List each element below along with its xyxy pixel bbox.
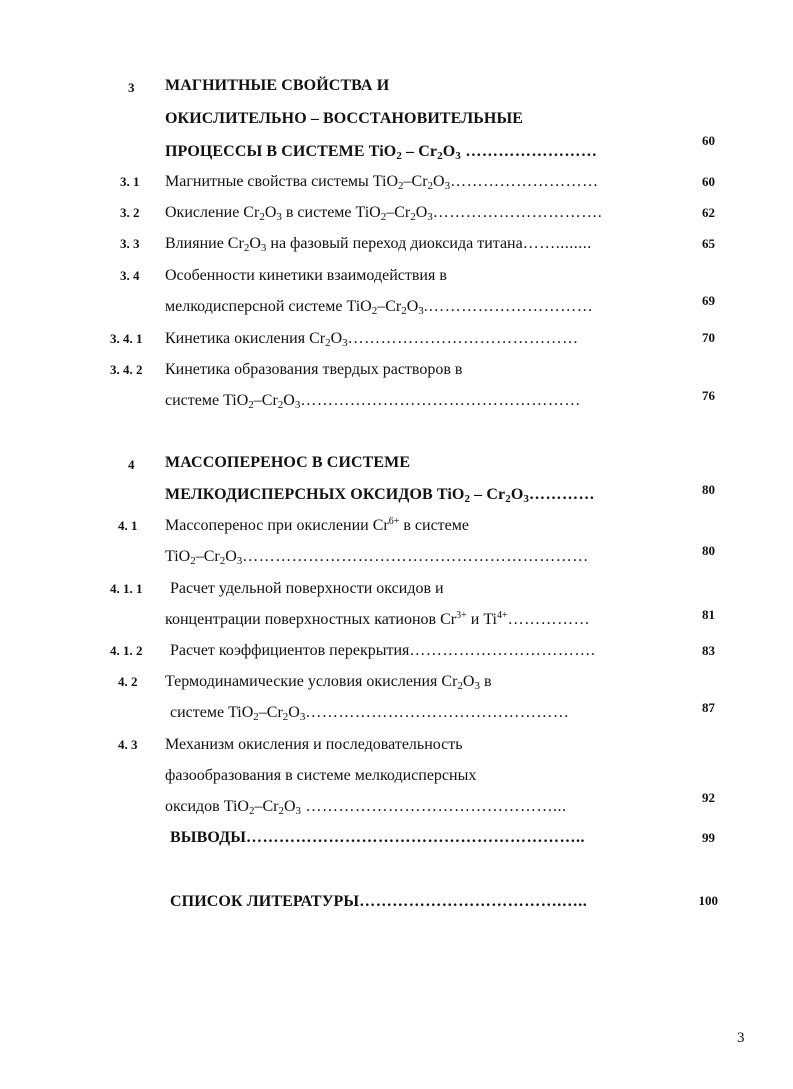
toc-page-3-3: 65: [702, 236, 715, 251]
toc-number-3-4-1: 3. 4. 1: [110, 331, 143, 346]
toc-page-4-3: 92: [702, 790, 715, 805]
toc-conclusions: ВЫВОДЫ……………………………………………………..: [170, 829, 586, 846]
toc-page-3-4-2: 76: [702, 388, 715, 403]
toc-number-4-1-1: 4. 1. 1: [110, 581, 143, 596]
toc-entry-4-2-line1: Термодинамические условия окисления $Cr_2O_3$ в: [165, 673, 492, 692]
toc-page-4-1-2: 83: [702, 643, 715, 658]
toc-page-4-1-1: 81: [702, 607, 715, 622]
page-number: 3: [737, 1030, 745, 1046]
toc-number-3-4-2: 3. 4. 2: [110, 362, 143, 377]
toc-heading-4-line1: МАССОПЕРЕНОС В СИСТЕМЕ: [165, 454, 411, 471]
toc-number-4-1: 4. 1: [118, 518, 138, 533]
toc-page-3-4: 69: [702, 293, 715, 308]
toc-entry-3-4-line1: Особенности кинетики взаимодействия в: [165, 267, 447, 284]
toc-entry-4-1-1-line1: Расчет удельной поверхности оксидов и: [170, 580, 444, 597]
toc-entry-3-1: Магнитные свойства системы $TiO_2-Cr_2O_3\dots\dots\dots\dots\dots\dots\dots\dots\dots$: [165, 173, 599, 192]
toc-heading-3-line1: МАГНИТНЫЕ СВОЙСТВА И: [165, 77, 390, 94]
toc-page-3-2: 62: [702, 205, 715, 220]
toc-entry-3-3: Влияние $Cr_2O_3$ на фазовый переход диоксида титана……........: [165, 235, 592, 254]
toc-page-3-4-1: 70: [702, 330, 715, 345]
toc-number-3-4: 3. 4: [120, 268, 140, 283]
toc-number-4-2: 4. 2: [118, 674, 138, 689]
toc-entry-3-4-2-line1: Кинетика образования твердых растворов в: [165, 361, 463, 378]
toc-page-3: 60: [702, 133, 715, 148]
toc-entry-4-1-1-line2: концентрации поверхностных катионов $Cr^{3+}$ и $Ti^{4+}\dots\dots\dots\dots\dots$: [165, 610, 591, 628]
toc-entry-4-3-line1: Механизм окисления и последовательность: [165, 736, 463, 753]
toc-entry-3-4-1: Кинетика окисления $Cr_2O_3\dots\dots\dots\dots\dots\dots\dots\dots\dots\dots\dots\dots\dots\dots$: [165, 330, 579, 349]
toc-number-4-1-2: 4. 1. 2: [110, 643, 143, 658]
toc-number-3: 3: [128, 80, 135, 95]
toc-page-4-2: 87: [702, 700, 715, 715]
toc-heading-3-line3: ПРОЦЕССЫ В СИСТЕМЕ $TiO_2 - Cr_2O_3$ ……………………: [165, 143, 598, 162]
toc-entry-4-1-2: Расчет коэффициентов перекрытия…………………………….: [170, 642, 596, 659]
toc-entry-3-4-2-line2: системе $TiO_2-Cr_2O_3\dots\dots\dots\dots\dots\dots\dots\dots\dots\dots\dots\dots\dots\dots\dots\dots\dots$: [165, 392, 581, 411]
toc-entry-3-4-line2: мелкодисперсной системе $TiO_2-Cr_2O_3.\dots\dots\dots\dots\dots\dots\dots\dots\dots\dots$: [165, 298, 594, 317]
toc-number-4: 4: [128, 457, 135, 472]
toc-entry-4-3-line3: оксидов $TiO_2-Cr_2O_3$ ………………………………………...: [165, 798, 567, 817]
toc-page-4-1: 80: [702, 543, 715, 558]
toc-page-4: 80: [702, 482, 715, 497]
toc-entry-3-2: Окисление $Cr_2O_3$ в системе $TiO_2-Cr_2O_3\dots\dots\dots\dots\dots\dots\dots\dots\dots\dots$.: [165, 204, 603, 223]
toc-entry-4-3-line2: фазообразования в системе мелкодисперсных: [165, 767, 477, 784]
toc-number-3-1: 3. 1: [120, 174, 140, 189]
toc-number-4-3: 4. 3: [118, 737, 138, 752]
toc-page-3-1: 60: [702, 174, 715, 189]
toc-number-3-2: 3. 2: [120, 205, 140, 220]
toc-entry-4-2-line2: системе $TiO_2-Cr_2O_3\dots\dots\dots\dots\dots\dots\dots\dots\dots\dots\dots\dots\dots\dots\dots\dots$: [170, 704, 570, 723]
toc-heading-4-line2: МЕЛКОДИСПЕРСНЫХ ОКСИДОВ $TiO_2 - Cr_2O_3\dots\dots\dots\dots$: [165, 486, 595, 505]
toc-heading-3-line2: ОКИСЛИТЕЛЬНО – ВОССТАНОВИТЕЛЬНЫЕ: [165, 110, 524, 127]
toc-references: СПИСОК ЛИТЕРАТУРЫ……………………………….…..: [170, 893, 588, 910]
toc-entry-4-1-line2: $TiO_2-Cr_2O_3\dots\dots\dots\dots\dots\dots\dots\dots\dots\dots\dots\dots\dots\dots\dots\dots\dots\dots\dots\dots\dots$: [165, 548, 589, 567]
toc-page-references: 100: [698, 893, 718, 908]
toc-number-3-3: 3. 3: [120, 236, 140, 251]
toc-page-conclusions: 99: [702, 830, 715, 845]
toc-entry-4-1-line1: Массоперенос при окислении $Cr^{6+}$ в системе: [165, 516, 469, 534]
